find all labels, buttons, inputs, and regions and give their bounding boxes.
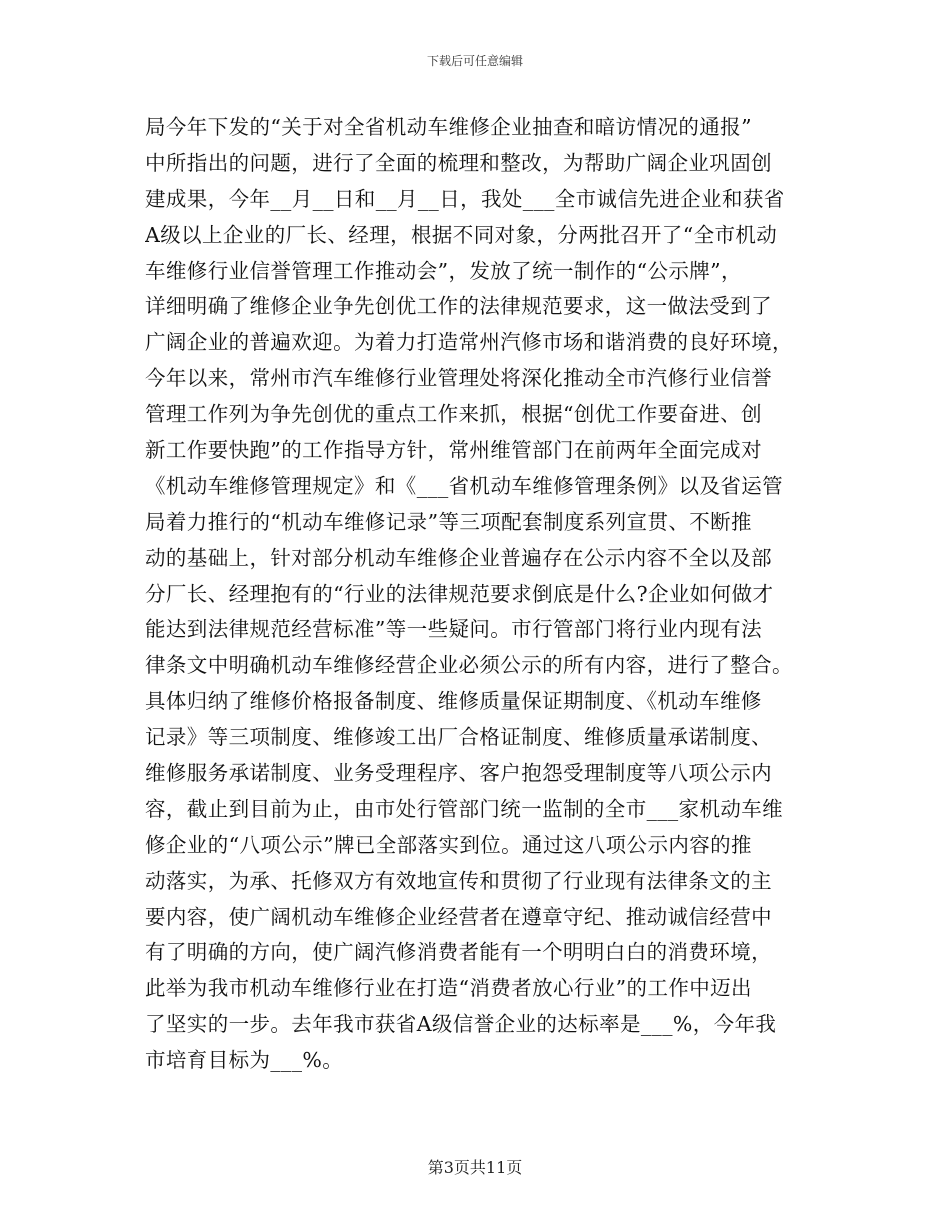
body-line: 动落实，为承、托修双方有效地宣传和贯彻了行业现有法律条文的主 bbox=[145, 868, 772, 893]
body-line: 容，截止到目前为止，由市处行管部门统一监制的全市___家机动车维 bbox=[145, 796, 784, 821]
body-line: 能达到法律规范经营标准”等一些疑问。市行管部门将行业内现有法 bbox=[145, 617, 762, 642]
body-line: 维修服务承诺制度、业务受理程序、客户抱怨受理制度等八项公示内 bbox=[145, 761, 772, 786]
body-line: 律条文中明确机动车维修经营企业必须公示的所有内容，进行了整合。 bbox=[145, 653, 793, 678]
body-line: 市培育目标为___%。 bbox=[145, 1048, 344, 1073]
body-line: 此举为我市机动车维修行业在打造“消费者放心行业”的工作中迈出 bbox=[145, 976, 752, 1001]
body-line: 局着力推行的“机动车维修记录”等三项配套制度系列宣贯、不断推 bbox=[145, 509, 752, 534]
body-line: 建成果，今年__月__日和__月__日，我处___全市诚信先进企业和获省 bbox=[145, 186, 785, 211]
body-line: 中所指出的问题，进行了全面的梳理和整改，为帮助广阔企业巩固创 bbox=[145, 150, 772, 175]
body-line: 新工作要快跑”的工作指导方针，常州维管部门在前两年全面完成对 bbox=[145, 438, 762, 463]
document-body bbox=[145, 110, 815, 1079]
body-line: 《机动车维修管理规定》和《___省机动车维修管理条例》以及省运管 bbox=[145, 473, 784, 498]
body-line: 管理工作列为争先创优的重点工作来抓，根据“创优工作要奋进、创 bbox=[145, 402, 762, 427]
body-line: 了坚实的一步。去年我市获省A级信誉企业的达标率是___%，今年我 bbox=[145, 1012, 777, 1037]
body-line: 要内容，使广阔机动车维修企业经营者在遵章守纪、推动诚信经营中 bbox=[145, 904, 772, 929]
body-line: 今年以来，常州市汽车维修行业管理处将深化推动全市汽修行业信誉 bbox=[145, 366, 772, 391]
body-line: 详细明确了维修企业争先创优工作的法律规范要求，这一做法受到了 bbox=[145, 294, 772, 319]
body-line: 记录》等三项制度、维修竣工出厂合格证制度、维修质量承诺制度、 bbox=[145, 725, 772, 750]
body-line: 车维修行业信誉管理工作推动会”，发放了统一制作的“公示牌”， bbox=[145, 258, 742, 283]
body-line: 广阔企业的普遍欢迎。为着力打造常州汽修市场和谐消费的良好环境， bbox=[145, 330, 793, 355]
body-line: 局今年下发的“关于对全省机动车维修企业抽查和暗访情况的通报” bbox=[145, 115, 752, 139]
body-line: A级以上企业的厂长、经理，根据不同对象，分两批召开了“全市机动 bbox=[145, 222, 778, 247]
page-header: 下载后可任意编辑 bbox=[426, 54, 523, 68]
body-line: 有了明确的方向，使广阔汽修消费者能有一个明明白白的消费环境， bbox=[145, 940, 772, 965]
body-line: 具体归纳了维修价格报备制度、维修质量保证期制度、《机动车维修 bbox=[145, 689, 762, 714]
page-number: 第3页共11页 bbox=[427, 1158, 523, 1177]
body-line: 动的基础上，针对部分机动车维修企业普遍存在公示内容不全以及部 bbox=[145, 545, 772, 570]
body-line: 修企业的“八项公示”牌已全部落实到位。通过这八项公示内容的推 bbox=[145, 832, 752, 857]
body-line: 分厂长、经理抱有的“行业的法律规范要求倒底是什么?企业如何做才 bbox=[145, 581, 774, 606]
